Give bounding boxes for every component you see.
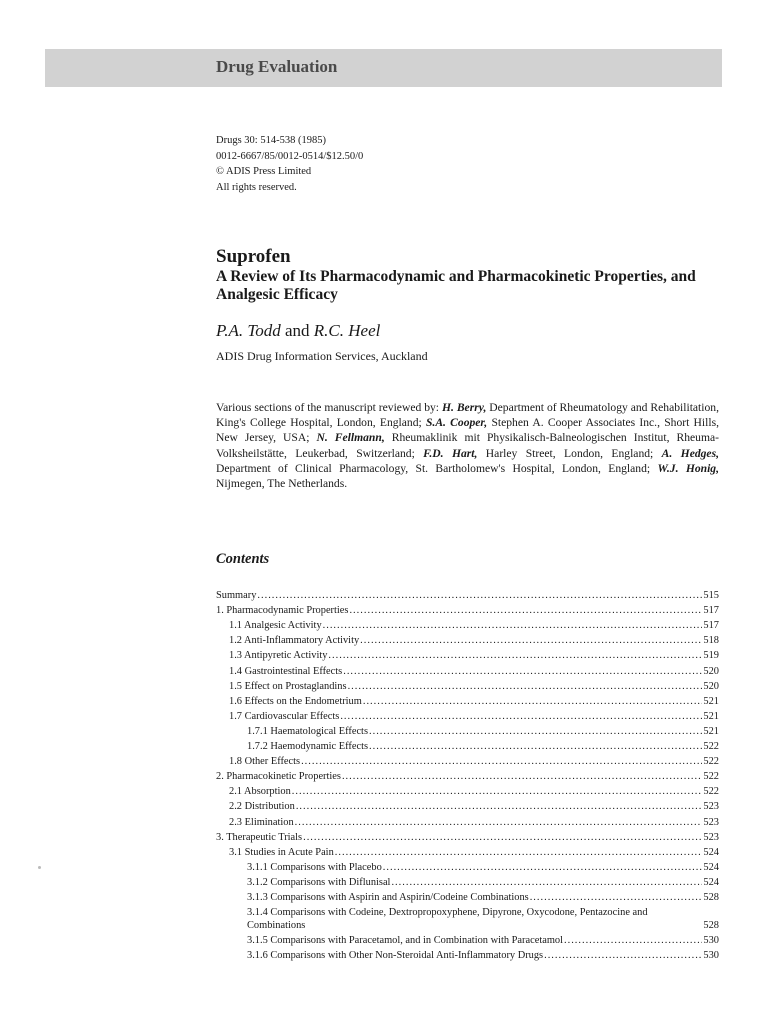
toc-entry-label: 1.7.2 Haemodynamic Effects xyxy=(247,741,368,753)
toc-entry-label: 1.3 Antipyretic Activity xyxy=(229,650,328,662)
copyright-line: © ADIS Press Limited xyxy=(216,166,312,177)
toc-dot-leader xyxy=(301,755,702,768)
toc-entry xyxy=(216,678,719,693)
issn-line: 0012-6667/85/0012-0514/$12.50/0 xyxy=(216,150,364,162)
toc-entry-label: 2.3 Elimination xyxy=(229,816,294,828)
author-affiliation: ADIS Drug Information Services, Auckland xyxy=(216,349,428,363)
toc-entry-page: 520 xyxy=(703,680,719,692)
reviewer-detail: Department of Clinical Pharmacology, St. Bartholomew's Hospital, London, England; xyxy=(216,461,658,475)
reviewer-name: S.A. Cooper, xyxy=(425,416,488,430)
toc-entry-page: 523 xyxy=(703,831,719,843)
toc-entry-page: 523 xyxy=(703,816,719,828)
toc-entry-page: 517 xyxy=(703,620,719,632)
toc-entry xyxy=(216,783,719,798)
toc-entry xyxy=(216,738,719,753)
toc-dot-leader xyxy=(349,604,702,617)
toc-entry xyxy=(216,874,719,889)
toc-entry-label: 1.1 Analgesic Activity xyxy=(229,620,322,632)
toc-entry xyxy=(216,602,719,617)
author-name: R.C. Heel xyxy=(313,321,381,340)
reviewer-detail: Rheumaklinik mit Physikalisch-Balneologischen Institut, Rheuma-Volksheilstätte, Leukerbad, Switzerland; xyxy=(216,431,719,460)
toc-entry-page: 520 xyxy=(703,665,719,677)
toc-entry-page: 524 xyxy=(703,846,719,858)
toc-entry-label: 1.2 Anti-Inflammatory Activity xyxy=(229,635,360,647)
toc-dot-leader xyxy=(530,891,703,904)
toc-entry xyxy=(216,693,719,708)
toc-dot-leader xyxy=(328,649,702,662)
toc-entry xyxy=(216,647,719,662)
contents-heading: Contents xyxy=(216,551,270,567)
toc-entry-page: 523 xyxy=(703,801,719,813)
margin-mark xyxy=(38,866,41,869)
toc-entry-page: 522 xyxy=(703,741,719,753)
toc-entry-page: 522 xyxy=(703,771,719,783)
toc-entry-label: 3. Therapeutic Trials xyxy=(216,831,303,843)
article-subtitle: A Review of Its Pharmacodynamic and Pharmacokinetic Properties, and Analgesic Efficacy xyxy=(216,268,696,303)
reviewer-name: W.J. Honig, xyxy=(657,461,720,475)
toc-entry-label: 1.4 Gastrointestinal Effects xyxy=(229,665,343,677)
rights-line: All rights reserved. xyxy=(216,181,297,193)
toc-dot-leader xyxy=(343,665,702,678)
toc-entry-label: Summary xyxy=(216,590,257,602)
toc-entry xyxy=(216,662,719,677)
toc-entry-label: 1.8 Other Effects xyxy=(229,756,301,768)
toc-entry-page: 519 xyxy=(703,650,719,662)
author-line xyxy=(216,320,380,342)
toc-entry-page: 528 xyxy=(703,919,719,931)
toc-dot-leader xyxy=(544,949,702,962)
toc-entry-page: 517 xyxy=(703,605,719,617)
toc-entry-label: 1.7.1 Haematological Effects xyxy=(247,725,368,737)
reviewer-detail: Department of Rheumatology and Rehabilitation, King's College Hospital, London, England; xyxy=(216,401,719,430)
toc-dot-leader xyxy=(348,680,703,693)
toc-entry-label: 1. Pharmacodynamic Properties xyxy=(216,605,349,617)
toc-entry-page: 521 xyxy=(703,710,719,722)
toc-dot-leader xyxy=(303,831,702,844)
reviewer-name: N. Fellmann, xyxy=(316,431,385,445)
table-of-contents xyxy=(216,587,719,962)
toc-entry-label: 1.7 Cardiovascular Effects xyxy=(229,710,340,722)
toc-dot-leader xyxy=(564,934,702,947)
toc-entry xyxy=(216,798,719,813)
toc-entry xyxy=(216,587,719,602)
toc-entry-label: 3.1.1 Comparisons with Placebo xyxy=(247,861,382,873)
toc-entry xyxy=(216,859,719,874)
reviewer-detail: Nijmegen, The Netherlands. xyxy=(216,477,348,491)
toc-entry xyxy=(216,768,719,783)
reviewer-name: H. Berry, xyxy=(441,401,487,414)
toc-entry-page: 530 xyxy=(703,950,719,962)
toc-dot-leader xyxy=(257,589,702,602)
toc-entry xyxy=(216,904,719,932)
reviewers-intro: Various sections of the manuscript reviewed by: xyxy=(216,401,442,414)
toc-entry-page: 521 xyxy=(703,695,719,707)
toc-entry xyxy=(216,753,719,768)
toc-entry-page: 524 xyxy=(703,876,719,888)
toc-entry xyxy=(216,617,719,632)
toc-entry-label: 2.2 Distribution xyxy=(229,801,295,813)
toc-dot-leader xyxy=(342,770,702,783)
toc-dot-leader xyxy=(360,634,702,647)
toc-entry xyxy=(216,723,719,738)
toc-entry-label: 3.1.4 Comparisons with Codeine, Dextropropoxyphene, Dipyrone, Oxycodone, Pentazocine and Combinations xyxy=(247,906,648,931)
reviewer-name: A. Hedges, xyxy=(661,446,719,460)
citation-line: Drugs 30: 514-538 (1985) xyxy=(216,135,326,146)
section-banner xyxy=(45,49,722,87)
toc-dot-leader xyxy=(292,785,703,798)
toc-dot-leader xyxy=(369,725,702,738)
toc-entry-page: 522 xyxy=(703,756,719,768)
toc-entry xyxy=(216,844,719,859)
author-conjunction: and xyxy=(284,321,310,340)
toc-entry-page: 530 xyxy=(703,935,719,947)
toc-entry-label: 3.1 Studies in Acute Pain xyxy=(229,846,334,858)
toc-entry-label: 1.5 Effect on Prostaglandins xyxy=(229,680,347,692)
toc-entry-label: 3.1.5 Comparisons with Paracetamol, and in Combination with Paracetamol xyxy=(247,935,563,947)
toc-entry-label: 3.1.3 Comparisons with Aspirin and Aspirin/Codeine Combinations xyxy=(247,891,529,903)
toc-entry xyxy=(216,932,719,947)
author-name: P.A. Todd xyxy=(216,321,281,340)
toc-entry-label: 3.1.6 Comparisons with Other Non-Steroidal Anti-Inflammatory Drugs xyxy=(247,950,544,962)
toc-dot-leader xyxy=(335,846,703,859)
toc-entry xyxy=(216,889,719,904)
toc-entry-label: 2.1 Absorption xyxy=(229,786,291,798)
toc-entry-label: 1.6 Effects on the Endometrium xyxy=(229,695,362,707)
toc-entry xyxy=(216,829,719,844)
toc-dot-leader xyxy=(369,740,702,753)
publication-info xyxy=(216,133,363,195)
toc-entry-page: 518 xyxy=(703,635,719,647)
reviewers-paragraph xyxy=(216,400,719,491)
banner-title: Drug Evaluation xyxy=(216,57,338,76)
toc-dot-leader xyxy=(363,695,703,708)
toc-entry-label: 3.1.2 Comparisons with Diflunisal xyxy=(247,876,391,888)
toc-dot-leader xyxy=(391,876,702,889)
reviewer-detail: Harley Street, London, England; xyxy=(477,446,662,460)
toc-entry xyxy=(216,813,719,828)
toc-dot-leader xyxy=(296,800,703,813)
toc-entry-page: 515 xyxy=(703,590,719,602)
toc-dot-leader xyxy=(295,816,703,829)
toc-dot-leader xyxy=(340,710,702,723)
toc-entry-page: 524 xyxy=(703,861,719,873)
toc-dot-leader xyxy=(383,861,703,874)
toc-entry xyxy=(216,708,719,723)
toc-entry-page: 521 xyxy=(703,725,719,737)
toc-entry-label: 2. Pharmacokinetic Properties xyxy=(216,771,341,783)
reviewer-detail: Stephen A. Cooper Associates Inc., Short Hills, New Jersey, USA; xyxy=(216,416,719,445)
article-title: Suprofen xyxy=(216,246,291,267)
toc-entry-page: 522 xyxy=(703,786,719,798)
reviewer-name: F.D. Hart, xyxy=(423,446,478,460)
toc-entry xyxy=(216,947,719,962)
toc-entry-page: 528 xyxy=(703,891,719,903)
toc-dot-leader xyxy=(323,619,703,632)
toc-entry xyxy=(216,632,719,647)
